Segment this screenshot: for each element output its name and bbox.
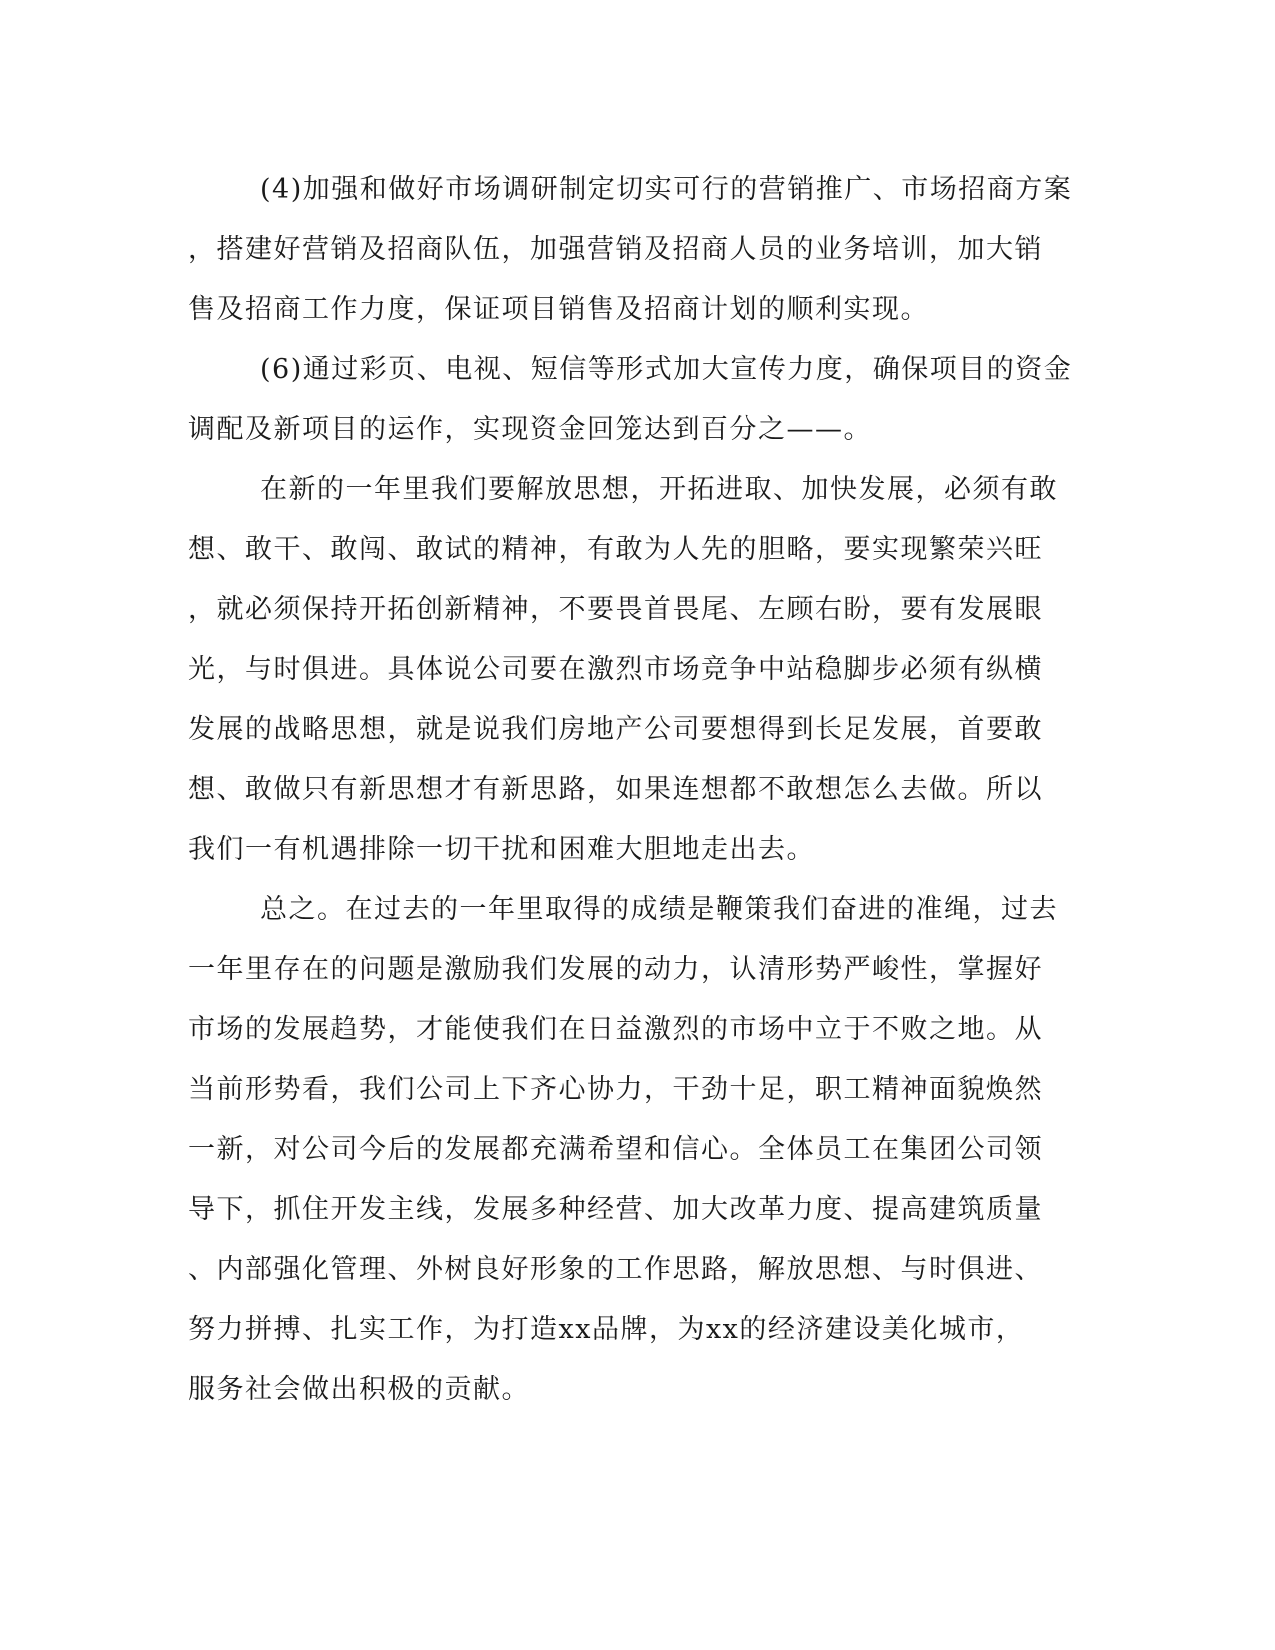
text-line: 一新，对公司今后的发展都充满希望和信心。全体员工在集团公司领 — [188, 1134, 1043, 1165]
text-line: 市场的发展趋势，才能使我们在日益激烈的市场中立于不败之地。从 — [188, 1014, 1043, 1045]
text-line: ，搭建好营销及招商队伍，加强营销及招商人员的业务培训，加大销 — [188, 234, 1043, 265]
text-line: (4)加强和做好市场调研制定切实可行的营销推广、市场招商方案 — [260, 174, 1073, 205]
text-line: 总之。在过去的一年里取得的成绩是鞭策我们奋进的准绳，过去 — [260, 894, 1058, 925]
text-line: 售及招商工作力度，保证项目销售及招商计划的顺利实现。 — [188, 294, 929, 325]
text-line: 想、敢做只有新思想才有新思路，如果连想都不敢想怎么去做。所以 — [188, 774, 1043, 805]
text-line: 导下，抓住开发主线，发展多种经营、加大改革力度、提高建筑质量 — [188, 1194, 1043, 1225]
text-line: 想、敢干、敢闯、敢试的精神，有敢为人先的胆略，要实现繁荣兴旺 — [188, 534, 1043, 565]
text-line: (6)通过彩页、电视、短信等形式加大宣传力度，确保项目的资金 — [260, 354, 1073, 385]
text-line: 调配及新项目的运作，实现资金回笼达到百分之——。 — [188, 414, 872, 445]
text-line: 发展的战略思想，就是说我们房地产公司要想得到长足发展，首要敢 — [188, 714, 1043, 745]
text-line: 一年里存在的问题是激励我们发展的动力，认清形势严峻性，掌握好 — [188, 954, 1043, 985]
text-line: 服务社会做出积极的贡献。 — [188, 1374, 530, 1405]
text-line: 努力拼搏、扎实工作，为打造xx品牌，为xx的经济建设美化城市， — [188, 1314, 1025, 1345]
document-body — [188, 160, 1088, 1420]
paragraph-marketing-plan — [188, 160, 1088, 340]
text-line: 在新的一年里我们要解放思想，开拓进取、加快发展，必须有敢 — [260, 474, 1058, 505]
text-line: 、内部强化管理、外树良好形象的工作思路，解放思想、与时俱进、 — [188, 1254, 1043, 1285]
text-line: ，就必须保持开拓创新精神，不要畏首畏尾、左顾右盼，要有发展眼 — [188, 594, 1043, 625]
text-line: 光，与时俱进。具体说公司要在激烈市场竞争中站稳脚步必须有纵横 — [188, 654, 1043, 685]
text-line: 我们一有机遇排除一切干扰和困难大胆地走出去。 — [188, 834, 815, 865]
text-line: 当前形势看，我们公司上下齐心协力，干劲十足，职工精神面貌焕然 — [188, 1074, 1043, 1105]
paragraph-summary — [188, 880, 1088, 1420]
paragraph-publicity — [188, 340, 1088, 460]
paragraph-new-year — [188, 460, 1088, 880]
